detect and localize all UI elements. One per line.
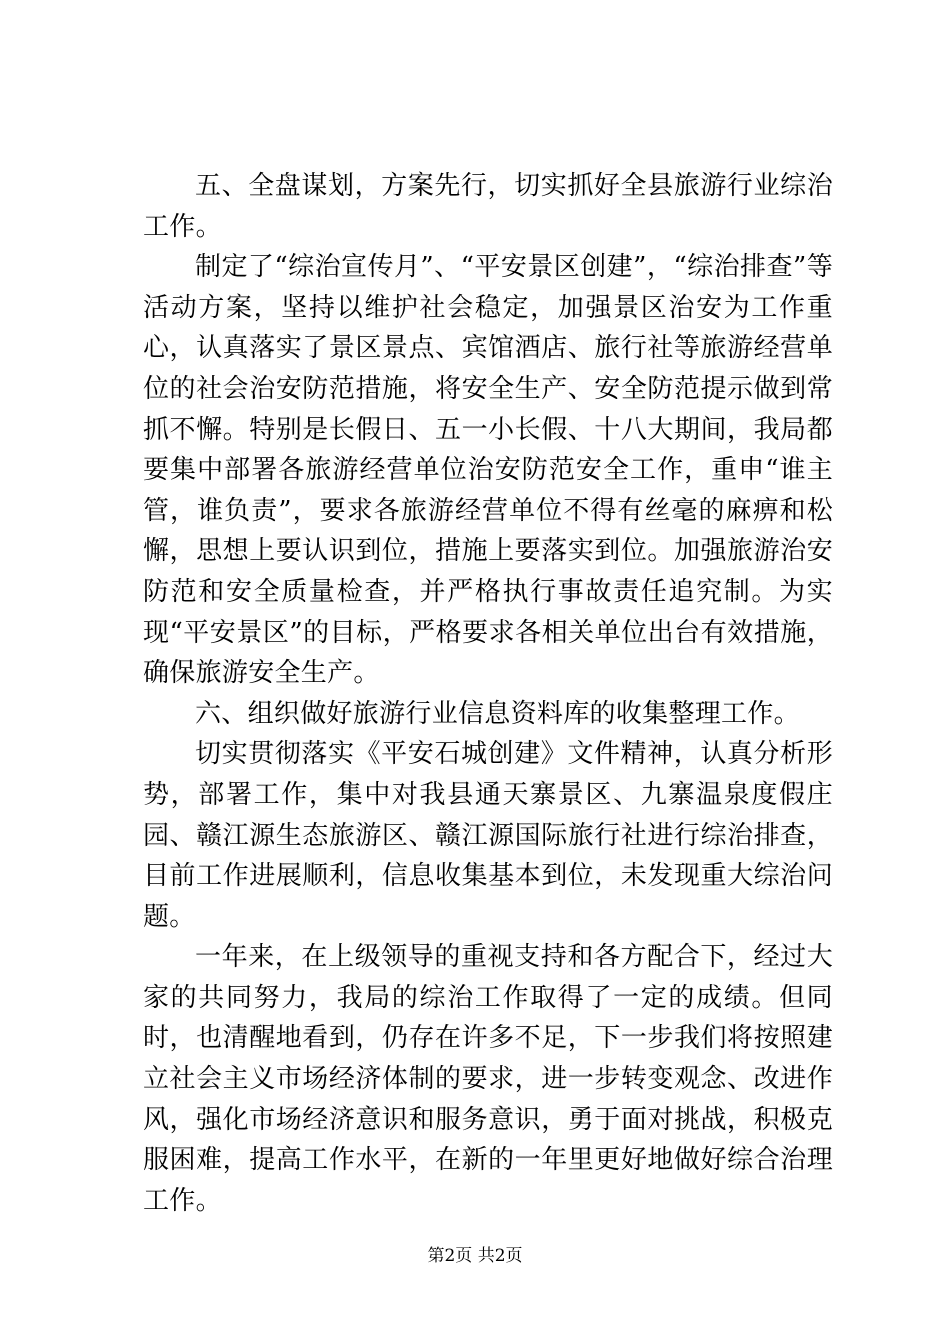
page-number-footer: 第2页 共2页 [427, 1246, 523, 1266]
document-body [143, 166, 833, 1221]
section-heading-5: 五、全盘谋划，方案先行，切实抓好全县旅游行业综治工作。 [143, 171, 833, 242]
paragraph: 切实贯彻落实《平安石城创建》文件精神，认真分析形势，部署工作，集中对我县通天寨景区、九寨温泉度假庄园、赣江源生态旅游区、赣江源国际旅行社进行综治排查，目前工作进展顺利，信息收集基本到位，未发现重大综治问题。 [143, 739, 833, 932]
section-heading-6: 六、组织做好旅游行业信息资料库的收集整理工作。 [195, 698, 800, 729]
paragraph: 制定了“综治宣传月”、“平安景区创建”，“综治排查”等活动方案，坚持以维护社会稳定，加强景区治安为工作重心，认真落实了景区景点、宾馆酒店、旅行社等旅游经营单位的社会治安防范措施，将安全生产、安全防范提示做到常抓不懈。特别是长假日、五一小长假、十八大期间，我局都要集中部署各旅游经营单位治安防范安全工作，重申“谁主管，谁负责”，要求各旅游经营单位不得有丝毫的麻痹和松懈，思想上要认识到位，措施上要落实到位。加强旅游治安防范和安全质量检查，并严格执行事故责任追究制。为实现“平安景区”的目标，严格要求各相关单位出台有效措施，确保旅游安全生产。 [143, 252, 833, 689]
paragraph: 一年来，在上级领导的重视支持和各方配合下，经过大家的共同努力，我局的综治工作取得了一定的成绩。但同时，也清醒地看到，仍存在许多不足，下一步我们将按照建立社会主义市场经济体制的要求，进一步转变观念、改进作风，强化市场经济意识和服务意识，勇于面对挑战，积极克服困难，提高工作水平，在新的一年里更好地做好综合治理工作。 [143, 942, 833, 1216]
